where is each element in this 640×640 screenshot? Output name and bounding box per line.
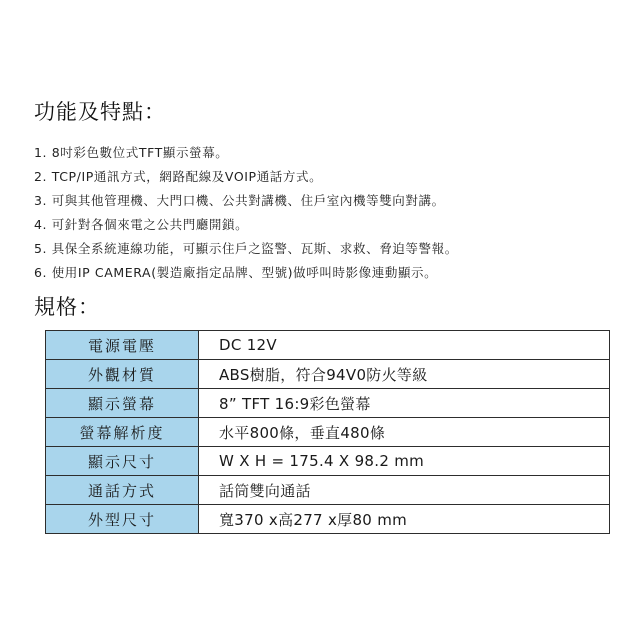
spec-row [46,418,610,447]
feature-item: 6. 使用IP CAMERA(製造廠指定品牌、型號)做呼叫時影像連動顯示。 [34,265,438,280]
feature-item: 5. 具保全系統連線功能，可顯示住戶之盜警、瓦斯、求救、脅迫等警報。 [34,241,458,256]
feature-item: 1. 8吋彩色數位式TFT顯示螢幕。 [34,145,229,160]
spec-row [46,447,610,476]
spec-row [46,360,610,389]
spec-row [46,476,610,505]
spec-label: 電源電壓 [46,331,199,360]
spec-row [46,505,610,534]
feature-item: 2. TCP/IP通訊方式，網路配線及VOIP通話方式。 [34,169,323,184]
spec-label: 螢幕解析度 [46,418,199,447]
specs-heading: 規格： [34,295,100,319]
spec-row [46,389,610,418]
feature-list [34,141,458,285]
spec-value: 8” TFT 16:9彩色螢幕 [199,389,610,418]
spec-label: 外觀材質 [46,360,199,389]
spec-row [46,331,610,360]
spec-value: ABS樹脂，符合94V0防火等級 [199,360,610,389]
spec-value: 寬370 x高277 x厚80 mm [199,505,610,534]
spec-label: 顯示尺寸 [46,447,199,476]
spec-value: 水平800條，垂直480條 [199,418,610,447]
spec-label: 外型尺寸 [46,505,199,534]
spec-label: 顯示螢幕 [46,389,199,418]
features-heading: 功能及特點： [34,100,166,124]
spec-value: W X H = 175.4 X 98.2 mm [199,447,610,476]
spec-value: DC 12V [199,331,610,360]
feature-item: 3. 可與其他管理機、大門口機、公共對講機、住戶室內機等雙向對講。 [34,193,445,208]
spec-value: 話筒雙向通話 [199,476,610,505]
spec-table [45,330,610,534]
feature-item: 4. 可針對各個來電之公共門廳開鎖。 [34,217,249,232]
spec-label: 通話方式 [46,476,199,505]
